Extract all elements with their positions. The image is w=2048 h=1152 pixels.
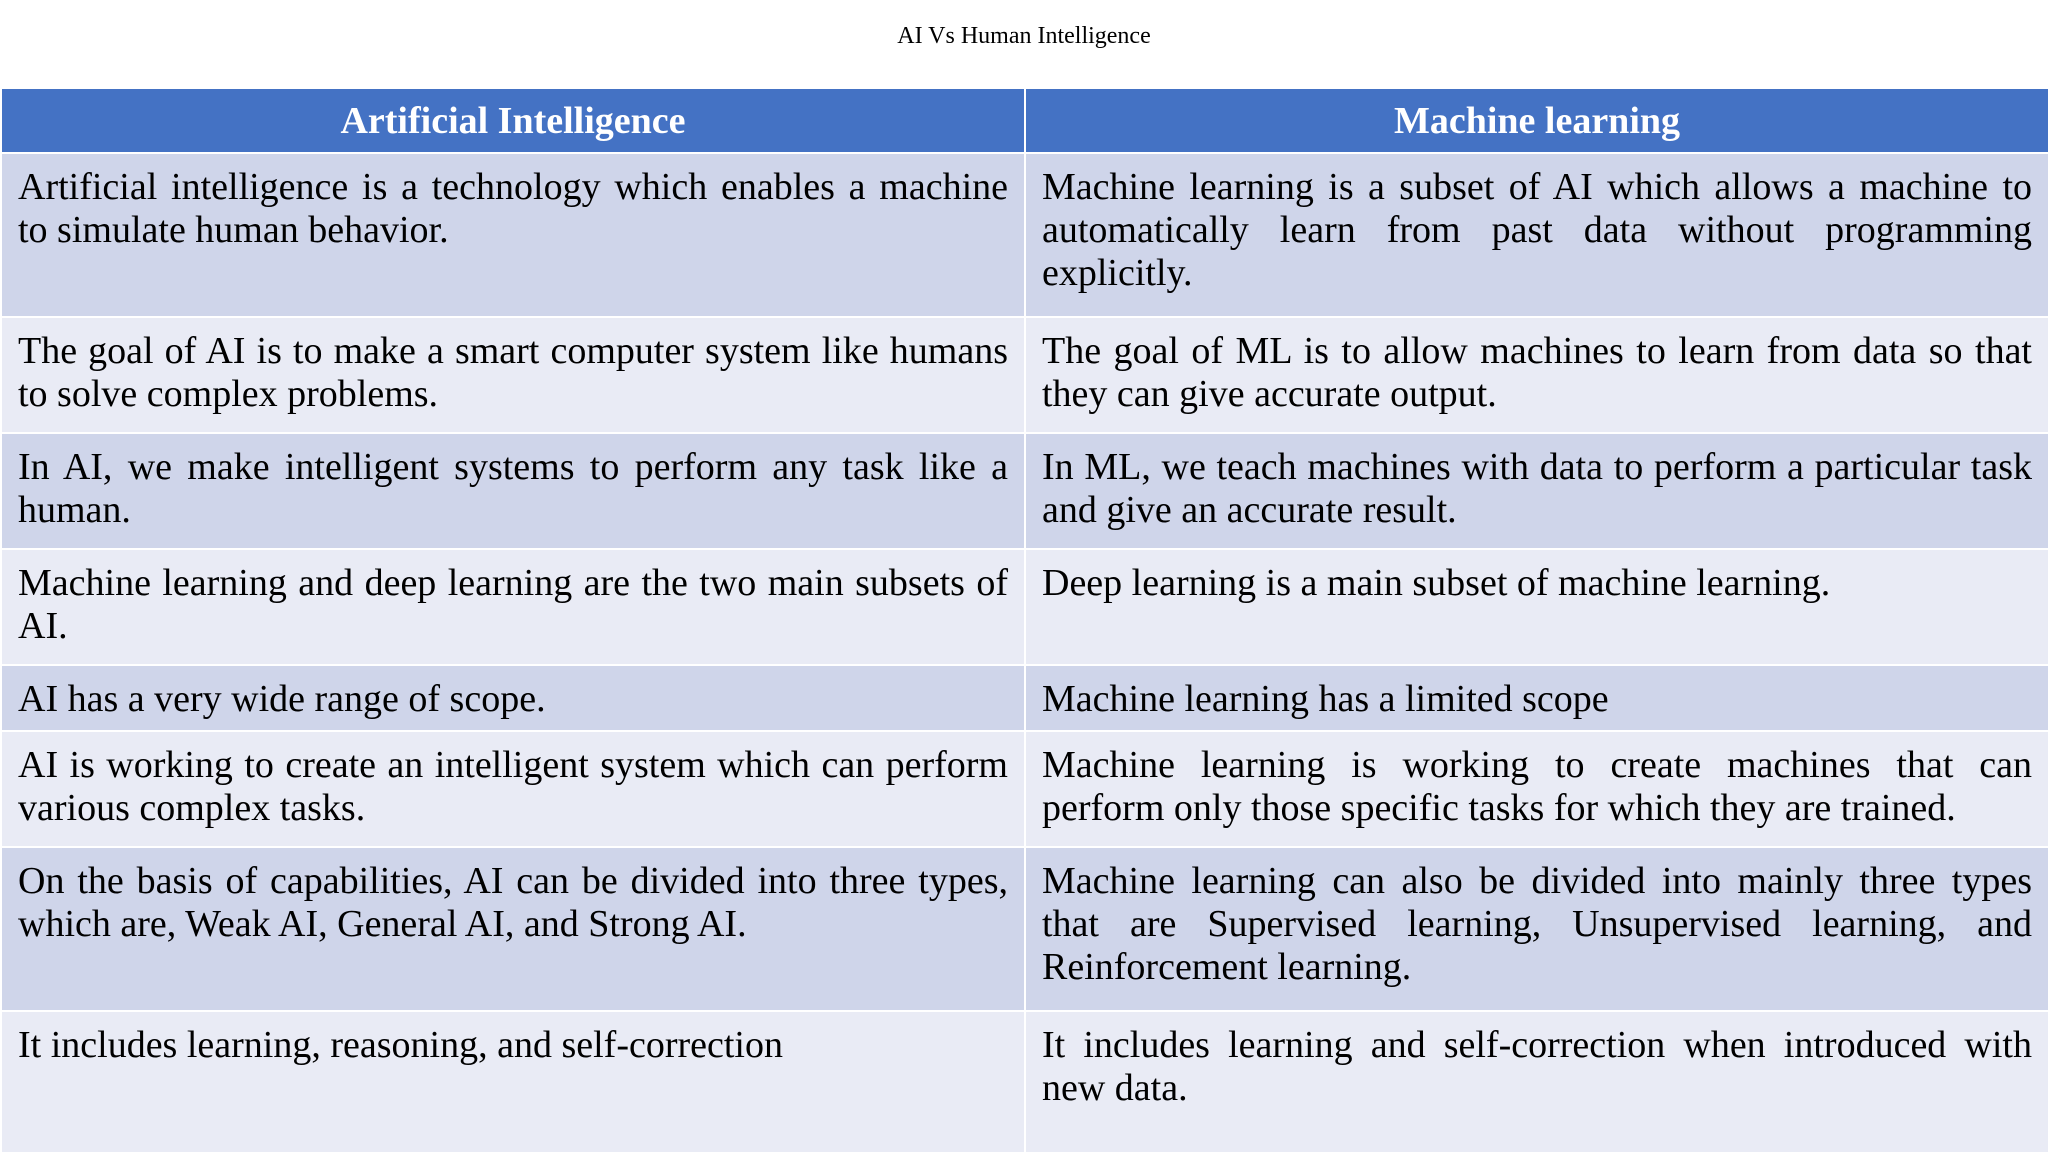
column-header-ai: Artificial Intelligence [1,88,1025,153]
ai-cell: Artificial intelligence is a technology which enables a machine to simulate human behavior. [1,153,1025,317]
table-row [1,153,2048,317]
table-row [1,317,2048,433]
ml-cell: It includes learning and self-correction when introduced with new data. [1025,1011,2048,1152]
column-header-ml: Machine learning [1025,88,2048,153]
ai-cell: The goal of AI is to make a smart computer system like humans to solve complex problems. [1,317,1025,433]
table-header-row [1,88,2048,153]
ml-cell: In ML, we teach machines with data to perform a particular task and give an accurate result. [1025,433,2048,549]
table-row [1,847,2048,1011]
ai-cell: In AI, we make intelligent systems to perform any task like a human. [1,433,1025,549]
ml-cell: Machine learning is a subset of AI which allows a machine to automatically learn from past data without programming explicitly. [1025,153,2048,317]
table-row [1,549,2048,665]
table-row [1,665,2048,731]
ai-cell: On the basis of capabilities, AI can be divided into three types, which are, Weak AI, General AI, and Strong AI. [1,847,1025,1011]
table-row [1,433,2048,549]
ml-cell: The goal of ML is to allow machines to learn from data so that they can give accurate output. [1025,317,2048,433]
ml-cell: Machine learning has a limited scope [1025,665,2048,731]
ml-cell: Machine learning is working to create machines that can perform only those specific tasks for which they are trained. [1025,731,2048,847]
ml-cell: Machine learning can also be divided into mainly three types that are Supervised learning, Unsupervised learning, and Reinforcement learning. [1025,847,2048,1011]
page-title: AI Vs Human Intelligence [897,23,1151,49]
ml-cell: Deep learning is a main subset of machine learning. [1025,549,2048,665]
comparison-table [0,87,2048,1152]
table-row [1,731,2048,847]
ai-cell: It includes learning, reasoning, and self-correction [1,1011,1025,1152]
table-row [1,1011,2048,1152]
ai-cell: AI has a very wide range of scope. [1,665,1025,731]
ai-cell: AI is working to create an intelligent system which can perform various complex tasks. [1,731,1025,847]
ai-cell: Machine learning and deep learning are the two main subsets of AI. [1,549,1025,665]
